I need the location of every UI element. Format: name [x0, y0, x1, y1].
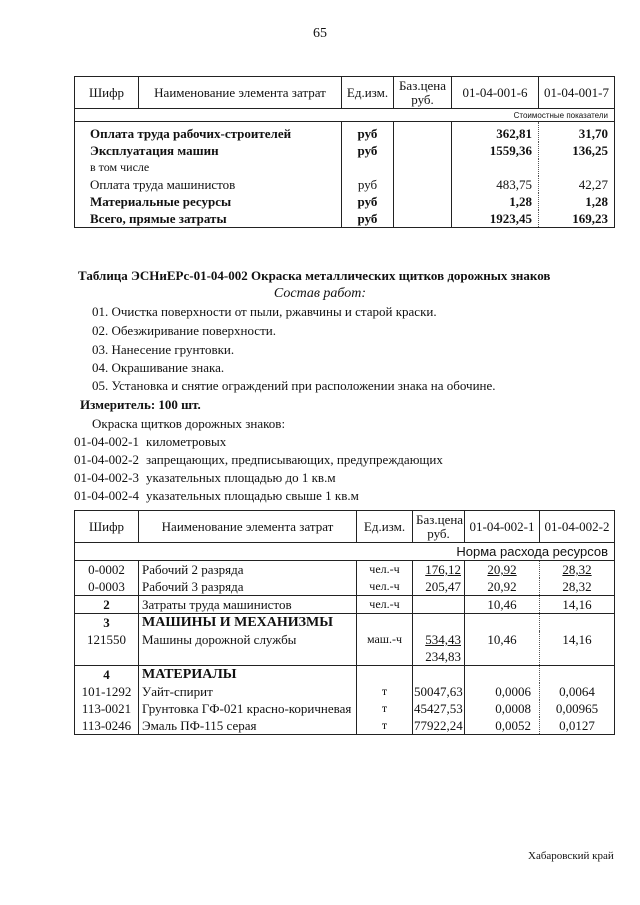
row-unit: чел.-ч: [357, 561, 413, 579]
header-name: Наименование элемента затрат: [139, 77, 342, 109]
variant-code: 01-04-002-4: [74, 488, 139, 503]
region-footer: Хабаровский край: [528, 850, 614, 862]
header-unit: Ед.изм.: [357, 511, 413, 543]
variant-item: [74, 488, 359, 504]
resource-norms-table: [74, 510, 615, 735]
row-price: 45427,53: [414, 701, 463, 716]
group-row-materials: [75, 666, 615, 684]
work-item: 05. Установка и снятие ограждений при расположении знака на обочине.: [92, 378, 496, 393]
row-value-2: 14,16: [540, 631, 615, 666]
row-name: в том числе: [75, 159, 342, 176]
header-price-line1: Баз.цена: [416, 511, 464, 527]
subheader-label: Норма расхода ресурсов: [75, 543, 615, 561]
row-value-2: 1,28: [539, 193, 615, 210]
table-row: [75, 596, 615, 614]
row-value-1: 10,46: [465, 631, 540, 666]
header-col-1: 01-04-001-6: [452, 77, 539, 109]
work-item: 02. Обезжиривание поверхности.: [92, 323, 276, 338]
row-value-2: 14,16: [540, 596, 615, 614]
row-value-1: [452, 159, 539, 176]
row-price-main: 534,43: [425, 632, 461, 647]
row-unit: чел.-ч: [357, 596, 413, 614]
header-unit: Ед.изм.: [342, 77, 394, 109]
variant-text: указательных площадью свыше 1 кв.м: [146, 488, 359, 503]
row-price: [394, 142, 452, 159]
variant-text: запрещающих, предписывающих, предупреждающих: [146, 452, 443, 467]
variant-text: километровых: [146, 434, 227, 449]
row-price: 205,47: [413, 578, 465, 596]
row-unit: руб: [342, 193, 394, 210]
row-price: [413, 631, 465, 666]
row-value-2: 0,0127: [540, 717, 615, 735]
row-value-2: 0,00965: [540, 700, 615, 717]
row-name: Уайт-спирит: [142, 684, 213, 699]
row-name: Грунтовка ГФ-021 красно-коричневая: [142, 701, 352, 716]
row-value-2: 28,32: [540, 578, 615, 596]
variants-intro: Окраска щитков дорожных знаков:: [92, 416, 286, 431]
variant-item: [74, 434, 226, 450]
group-row-machines: [75, 614, 615, 632]
row-price: [394, 210, 452, 228]
row-value-1: 362,81: [496, 126, 532, 141]
header-price-line2: руб.: [427, 525, 450, 541]
header-price-line2: руб.: [411, 91, 434, 107]
header-col-2: 01-04-001-7: [539, 77, 615, 109]
table-header-row: [75, 77, 615, 109]
variant-text: указательных площадью до 1 кв.м: [146, 470, 336, 485]
row-unit: [342, 159, 394, 176]
table-row: [75, 193, 615, 210]
header-price-line1: Баз.цена: [398, 77, 447, 93]
row-value-2: 0,0064: [540, 683, 615, 700]
variant-code: 01-04-002-3: [74, 470, 139, 485]
header-col-1: 01-04-002-1: [465, 511, 540, 543]
table-row: [75, 700, 615, 717]
group-name: МАШИНЫ И МЕХАНИЗМЫ: [139, 614, 357, 632]
table-row: [75, 717, 615, 735]
table-row: [75, 122, 615, 143]
row-price: [413, 596, 465, 614]
row-code: 113-0021: [75, 700, 139, 717]
row-name: Оплата труда машинистов: [75, 176, 342, 193]
row-value-1: 0,0008: [465, 700, 540, 717]
row-price: [394, 176, 452, 193]
header-col-2: 01-04-002-2: [540, 511, 615, 543]
table-row: [75, 631, 615, 666]
table-row: [75, 159, 615, 176]
row-code: 2: [75, 596, 139, 614]
table-title: Таблица ЭСНиЕРс-01-04-002 Окраска металлических щитков дорожных знаков: [78, 268, 551, 283]
row-value-1: 20,92: [465, 561, 540, 579]
subheader-label: Стоимостные показатели: [75, 109, 615, 122]
row-unit: маш.-ч: [357, 631, 413, 666]
row-value-1: 0,0006: [465, 683, 540, 700]
header-name: Наименование элемента затрат: [139, 511, 357, 543]
row-name: Всего, прямые затраты: [75, 210, 342, 228]
row-unit: чел.-ч: [357, 578, 413, 596]
row-code: 121550: [75, 631, 139, 666]
group-code: 4: [75, 666, 139, 684]
table-row: [75, 142, 615, 159]
row-name: Материальные ресурсы: [75, 193, 342, 210]
header-price: [394, 77, 452, 109]
row-name: Эксплуатация машин: [75, 142, 342, 159]
row-unit: руб: [342, 142, 394, 159]
row-name: Рабочий 2 разряда: [139, 561, 357, 579]
row-unit: руб: [342, 176, 394, 193]
work-item: 04. Окрашивание знака.: [92, 360, 225, 375]
row-price: [394, 122, 452, 143]
table-row: [75, 683, 615, 700]
row-code: 101-1292: [75, 683, 139, 700]
variant-code: 01-04-002-1: [74, 434, 139, 449]
header-price: [413, 511, 465, 543]
row-unit: т: [357, 717, 413, 735]
meter-label: Измеритель: 100 шт.: [80, 397, 201, 412]
row-name: Оплата труда рабочих-строителей: [75, 122, 342, 143]
row-value-1: 1923,45: [452, 210, 539, 228]
group-name: МАТЕРИАЛЫ: [139, 666, 357, 684]
row-unit: руб: [342, 210, 394, 228]
row-name: Эмаль ПФ-115 серая: [139, 717, 357, 735]
row-value-1: 1,28: [509, 194, 532, 209]
header-code: Шифр: [75, 77, 139, 109]
row-name: Машины дорожной службы: [142, 632, 297, 647]
row-value-1: 483,75: [496, 177, 532, 192]
row-unit: т: [357, 683, 413, 700]
row-price: 77922,24: [414, 718, 463, 733]
row-value-2: 136,25: [539, 142, 615, 159]
row-value-1: 20,92: [465, 578, 540, 596]
row-value-2: 42,27: [539, 176, 615, 193]
work-item: 03. Нанесение грунтовки.: [92, 342, 235, 357]
row-value-2: 28,32: [540, 561, 615, 579]
row-code: 113-0246: [75, 717, 139, 735]
row-price: 50047,63: [414, 684, 463, 699]
row-name: Рабочий 3 разряда: [142, 579, 244, 594]
table-row: [75, 561, 615, 579]
variant-code: 01-04-002-2: [74, 452, 139, 467]
row-price: [394, 193, 452, 210]
header-code: Шифр: [75, 511, 139, 543]
row-unit: т: [357, 700, 413, 717]
table-header-row: [75, 511, 615, 543]
page-number: 65: [313, 26, 327, 41]
works-heading: Состав работ:: [273, 286, 367, 301]
work-item: 01. Очистка поверхности от пыли, ржавчины и старой краски.: [92, 304, 437, 319]
row-price-secondary: 234,83: [425, 649, 461, 664]
row-value-1: 1559,36: [489, 143, 532, 158]
table-row: [75, 578, 615, 596]
table-row: [75, 210, 615, 228]
variant-item: [74, 470, 336, 486]
row-code: 0-0003: [75, 578, 139, 596]
row-value-2: 31,70: [539, 122, 615, 143]
row-price: [394, 159, 452, 176]
row-unit: руб: [342, 122, 394, 143]
row-value-1: 0,0052: [465, 717, 540, 735]
row-value-2: [539, 159, 615, 176]
group-code: 3: [75, 614, 139, 632]
row-code: 0-0002: [75, 561, 139, 579]
row-price: 176,12: [413, 561, 465, 579]
row-name: Затраты труда машинистов: [139, 596, 357, 614]
row-value-1: 10,46: [465, 596, 540, 614]
variant-item: [74, 452, 443, 468]
row-value-2: 169,23: [539, 210, 615, 228]
subheader-row: [75, 543, 615, 561]
subheader-row: [75, 109, 615, 122]
table-row: [75, 176, 615, 193]
cost-indicators-table: [74, 76, 615, 228]
